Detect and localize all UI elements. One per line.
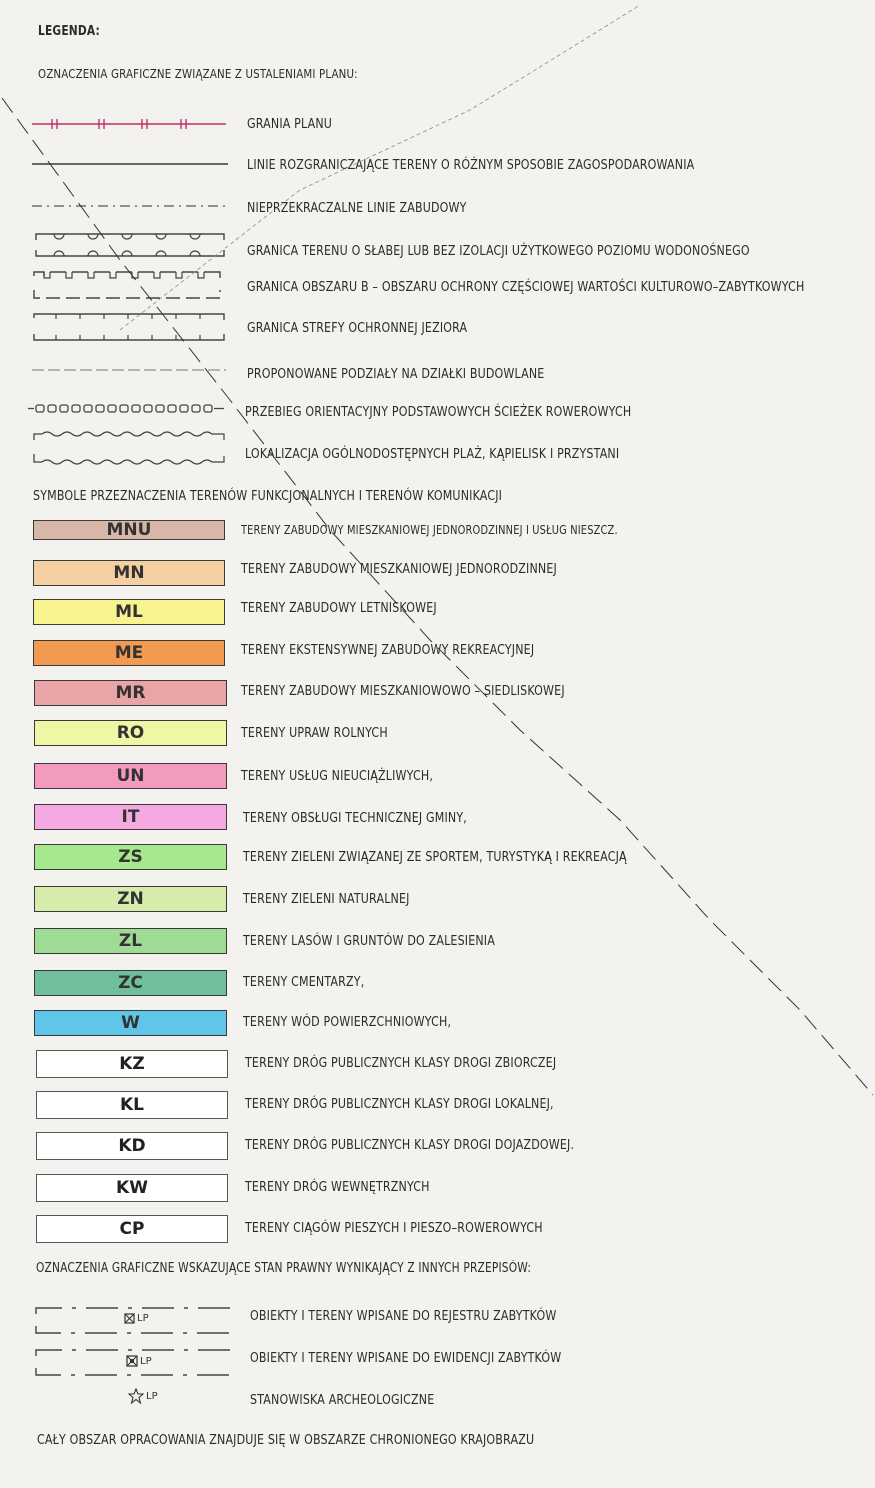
road-swatch-kd bbox=[36, 1132, 228, 1160]
legal-item-label: STANOWISKA ARCHEOLOGICZNE bbox=[250, 1392, 435, 1408]
zone-label-it: TERENY OBSŁUGI TECHNICZNEJ GMINY, bbox=[243, 810, 467, 826]
zone-label-un: TERENY USŁUG NIEUCIĄŻLIWYCH, bbox=[241, 768, 434, 784]
plan-item-label: GRANIA PLANU bbox=[247, 116, 333, 132]
zone-code: ZN bbox=[117, 889, 144, 909]
zone-code: ZS bbox=[118, 847, 143, 867]
zone-code: W bbox=[121, 1013, 140, 1033]
zone-code: ZC bbox=[118, 973, 143, 993]
plan-item-label: LINIE ROZGRANICZAJĄCE TERENY O RÓŻNYM SPOSOBIE ZAGOSPODAROWANIA bbox=[247, 157, 695, 173]
archaeology-star-icon bbox=[128, 1388, 144, 1404]
legal-item-label: OBIEKTY I TERENY WPISANE DO EWIDENCJI ZABYTKÓW bbox=[250, 1350, 562, 1366]
thin-dash-line-icon bbox=[26, 363, 236, 377]
road-swatch-cp bbox=[36, 1215, 228, 1243]
zone-swatch-ml bbox=[33, 599, 225, 625]
road-label-kl: TERENY DRÓG PUBLICZNYCH KLASY DROGI LOKALNEJ, bbox=[245, 1096, 554, 1112]
circle-chain-line-icon bbox=[26, 401, 236, 417]
zone-label-mr: TERENY ZABUDOWY MIESZKANIOWOWO – SIEDLISKOWEJ bbox=[241, 683, 565, 699]
zone-code: ME bbox=[114, 643, 144, 663]
zone-label-w: TERENY WÓD POWIERZCHNIOWYCH, bbox=[243, 1014, 452, 1030]
road-code: KD bbox=[118, 1136, 146, 1156]
wave-bracket-icon bbox=[26, 426, 236, 470]
zone-swatch-un bbox=[34, 763, 227, 789]
boundary-line-icon bbox=[26, 116, 236, 132]
legal-item-label: OBIEKTY I TERENY WPISANE DO REJESTRU ZABYTKÓW bbox=[250, 1308, 557, 1324]
zone-code: IT bbox=[121, 807, 140, 827]
zone-label-mn: TERENY ZABUDOWY MIESZKANIOWEJ JEDNORODZINNEJ bbox=[241, 561, 557, 577]
zone-label-zs: TERENY ZIELENI ZWIĄZANEJ ZE SPORTEM, TURYSTYKĄ I REKREACJĄ bbox=[243, 849, 627, 865]
register-tag: LP bbox=[137, 1313, 149, 1324]
plan-item-label: GRANICA STREFY OCHRONNEJ JEZIORA bbox=[247, 320, 468, 336]
zone-swatch-ro bbox=[34, 720, 227, 746]
solid-line-icon bbox=[26, 156, 236, 172]
zone-label-ro: TERENY UPRAW ROLNYCH bbox=[241, 725, 388, 741]
road-label-kd: TERENY DRÓG PUBLICZNYCH KLASY DROGI DOJAZDOWEJ. bbox=[245, 1137, 575, 1153]
road-code: KW bbox=[116, 1178, 148, 1198]
zone-label-mnu: TERENY ZABUDOWY MIESZKANIOWEJ JEDNORODZINNEJ I USŁUG NIESZCZ. bbox=[241, 523, 618, 537]
semicircle-bracket-icon bbox=[26, 228, 236, 260]
road-code: KL bbox=[119, 1095, 144, 1115]
zone-code: UN bbox=[116, 766, 145, 786]
zone-label-ml: TERENY ZABUDOWY LETNISKOWEJ bbox=[241, 600, 437, 616]
plan-item-label: LOKALIZACJA OGÓLNODOSTĘPNYCH PLAŻ, KĄPIELISK I PRZYSTANI bbox=[245, 446, 620, 462]
zone-label-zn: TERENY ZIELENI NATURALNEJ bbox=[243, 891, 410, 907]
zone-label-me: TERENY EKSTENSYWNEJ ZABUDOWY REKREACYJNEJ bbox=[241, 642, 535, 658]
road-swatch-kz bbox=[36, 1050, 228, 1078]
dash-dot-line-icon bbox=[26, 198, 236, 214]
zone-code: ML bbox=[115, 602, 143, 622]
road-label-kz: TERENY DRÓG PUBLICZNYCH KLASY DROGI ZBIORCZEJ bbox=[245, 1055, 557, 1071]
section-legal-heading: OZNACZENIA GRAFICZNE WSKAZUJĄCE STAN PRAWNY WYNIKAJĄCY Z INNYCH PRZEPISÓW: bbox=[36, 1261, 532, 1276]
zone-code: RO bbox=[116, 723, 145, 743]
zone-code: MR bbox=[115, 683, 146, 703]
zone-label-zc: TERENY CMENTARZY, bbox=[243, 974, 365, 990]
zone-swatch-mr bbox=[34, 680, 227, 706]
plan-item-label: PROPONOWANE PODZIAŁY NA DZIAŁKI BUDOWLANE bbox=[247, 366, 545, 382]
zone-swatch-mnu bbox=[33, 520, 225, 540]
legend-title: LEGENDA: bbox=[38, 24, 100, 39]
zone-swatch-zs bbox=[34, 844, 227, 870]
road-swatch-kl bbox=[36, 1091, 228, 1119]
zone-code: MNU bbox=[106, 520, 152, 540]
road-label-cp: TERENY CIĄGÓW PIESZYCH I PIESZO–ROWEROWYCH bbox=[245, 1220, 543, 1236]
zone-label-zl: TERENY LASÓW I GRUNTÓW DO ZALESIENIA bbox=[243, 933, 495, 949]
plan-item-label: GRANICA TERENU O SŁABEJ LUB BEZ IZOLACJI UŻYTKOWEGO POZIOMU WODONOŚNEGO bbox=[247, 243, 750, 259]
zone-swatch-mn bbox=[33, 560, 225, 586]
zone-code: MN bbox=[113, 563, 145, 583]
zone-swatch-zn bbox=[34, 886, 227, 912]
archaeology-tag: LP bbox=[146, 1391, 158, 1402]
plan-item-label: NIEPRZEKRACZALNE LINIE ZABUDOWY bbox=[247, 200, 467, 216]
zone-swatch-zc bbox=[34, 970, 227, 996]
register-box-icon bbox=[30, 1302, 240, 1338]
zone-code: ZL bbox=[118, 931, 143, 951]
section-plan-heading: OZNACZENIA GRAFICZNE ZWIĄZANE Z USTALENIAMI PLANU: bbox=[38, 66, 358, 81]
tick-bracket-icon bbox=[26, 306, 236, 346]
crenellated-bracket-icon bbox=[26, 266, 236, 304]
zone-swatch-zl bbox=[34, 928, 227, 954]
zone-swatch-w bbox=[34, 1010, 227, 1036]
road-code: CP bbox=[119, 1219, 145, 1239]
road-label-kw: TERENY DRÓG WEWNĘTRZNYCH bbox=[245, 1179, 430, 1195]
road-code: KZ bbox=[119, 1054, 145, 1074]
zone-swatch-me bbox=[33, 640, 225, 666]
inventory-tag: LP bbox=[140, 1356, 152, 1367]
footer-note: CAŁY OBSZAR OPRACOWANIA ZNAJDUJE SIĘ W OBSZARZE CHRONIONEGO KRAJOBRAZU bbox=[37, 1432, 535, 1448]
plan-item-label: PRZEBIEG ORIENTACYJNY PODSTAWOWYCH ŚCIEŻEK ROWEROWYCH bbox=[245, 404, 632, 420]
road-swatch-kw bbox=[36, 1174, 228, 1202]
inventory-box-icon bbox=[30, 1344, 240, 1380]
zone-swatch-it bbox=[34, 804, 227, 830]
plan-item-label: GRANICA OBSZARU B – OBSZARU OCHRONY CZĘŚCIOWEJ WARTOŚCI KULTUROWO–ZABYTKOWYCH bbox=[247, 279, 805, 295]
section-symbols-heading: SYMBOLE PRZEZNACZENIA TERENÓW FUNKCJONALNYCH I TERENÓW KOMUNIKACJI bbox=[33, 488, 503, 504]
